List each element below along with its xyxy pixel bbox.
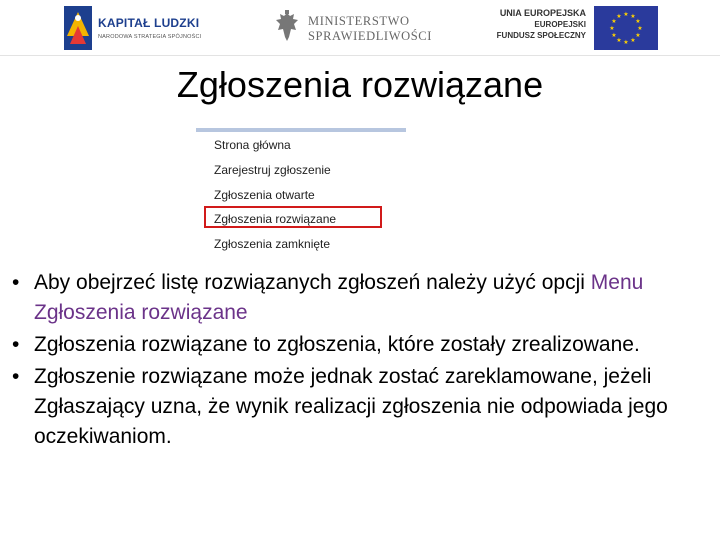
menu-item-otwarte[interactable]: Zgłoszenia otwarte [214, 188, 315, 202]
kapital-ludzki-logo [64, 6, 214, 50]
menu-screenshot [196, 128, 408, 258]
bullet-dot-icon: • [12, 271, 20, 294]
polish-eagle-emblem-icon [274, 10, 300, 44]
bullet-3-text: Zgłoszenie rozwiązane może jednak zostać zareklamowane, jeżeli Zgłaszający uzna, że wynik realizacji zgłoszenia nie odpowiada jego oczekiwaniom. [34, 365, 668, 448]
ue-line1: UNIA EUROPEJSKA [499, 8, 586, 18]
bullet-2-text: Zgłoszenia rozwiązane to zgłoszenia, które zostały zrealizowane. [34, 333, 640, 356]
svg-text:★: ★ [616, 13, 622, 20]
svg-text:★: ★ [635, 32, 641, 39]
svg-text:★: ★ [630, 37, 636, 44]
unia-europejska-logo [486, 4, 658, 52]
bullet-item [6, 330, 714, 360]
bullet-list [6, 268, 714, 454]
bullet-1-text: Aby obejrzeć listę rozwiązanych zgłoszeń należy użyć opcji [34, 271, 585, 294]
kapital-ludzki-subtitle: NARODOWA STRATEGIA SPÓJNOŚCI [98, 34, 202, 40]
menu-top-bar [196, 128, 406, 132]
ue-line3: FUNDUSZ SPOŁECZNY [496, 31, 586, 40]
bullet-item [6, 268, 714, 328]
bullet-item [6, 362, 714, 452]
svg-text:★: ★ [635, 18, 641, 25]
ministerstwo-logo [274, 8, 434, 48]
bullet-dot-icon: • [12, 333, 20, 356]
svg-text:★: ★ [611, 32, 617, 39]
ue-line2: EUROPEJSKI [534, 20, 586, 29]
ministerstwo-line2: SPRAWIEDLIWOŚCI [308, 29, 432, 43]
menu-item-strona-glowna[interactable]: Strona główna [214, 138, 291, 152]
svg-text:★: ★ [637, 25, 643, 32]
eu-flag-icon [594, 6, 658, 50]
logo-bar [0, 0, 720, 56]
svg-text:★: ★ [623, 39, 629, 46]
kapital-ludzki-title: KAPITAŁ LUDZKI [98, 16, 200, 30]
svg-text:★: ★ [611, 18, 617, 25]
unia-europejska-text [497, 8, 586, 41]
slide-title: Zgłoszenia rozwiązane [176, 64, 544, 105]
svg-text:★: ★ [630, 13, 636, 20]
menu-item-zarejestruj[interactable]: Zarejestruj zgłoszenie [214, 163, 331, 177]
ministerstwo-line1: MINISTERSTWO [308, 14, 410, 28]
menu-item-zamkniete[interactable]: Zgłoszenia zamknięte [214, 237, 331, 251]
svg-text:★: ★ [616, 37, 622, 44]
svg-text:★: ★ [623, 11, 629, 18]
svg-text:★: ★ [609, 25, 615, 32]
menu-item-rozwiazane[interactable]: Zgłoszenia rozwiązane [214, 212, 337, 226]
kapital-ludzki-emblem-icon [64, 6, 92, 50]
bullet-1-menu-link[interactable]: Menu Zgłoszenia rozwiązane [34, 271, 644, 324]
bullet-dot-icon: • [12, 365, 20, 388]
